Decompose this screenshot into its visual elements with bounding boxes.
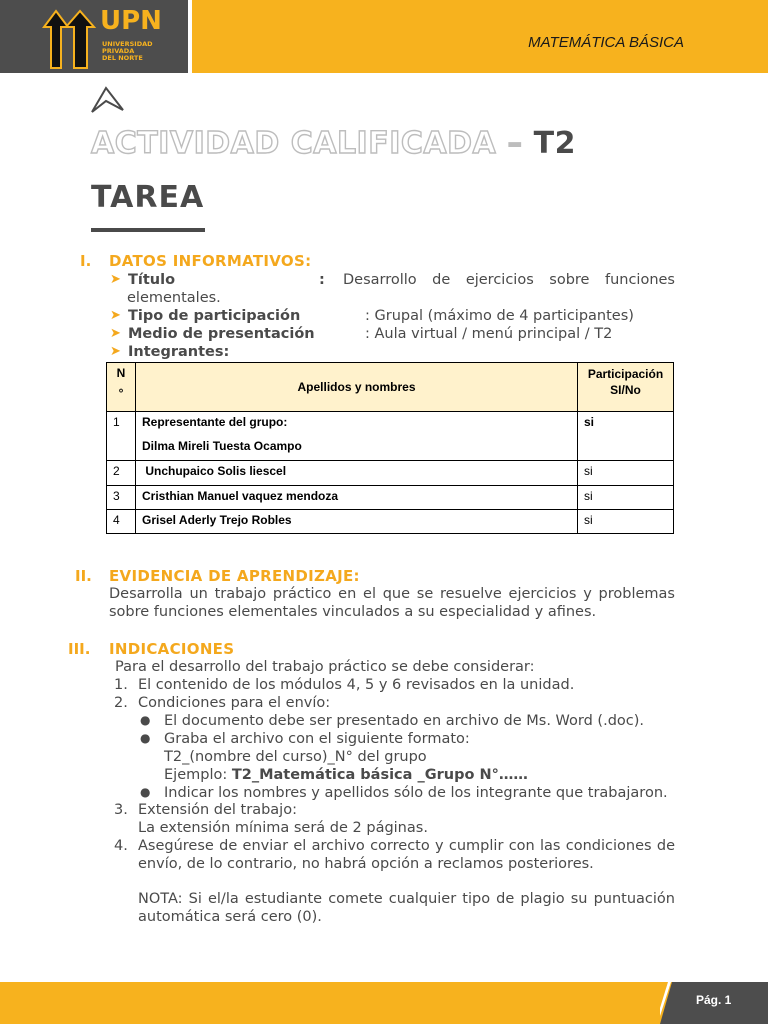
sub-list-item: El documento debe ser presentado en archivo de Ms. Word (.doc). [164,713,645,729]
section-title: EVIDENCIA DE APRENDIZAJE: [109,567,360,585]
cell-name: Grisel Aderly Trejo Robles [136,510,578,534]
section-number: III. [68,640,91,658]
cell-participation: si [578,486,674,510]
field-value-titulo-cont: elementales. [127,290,221,306]
section-number: II. [75,567,92,585]
cell-name: Unchupaico Solis liescel [136,461,578,486]
list-number: 2. [114,695,128,711]
field-label-tipo: Tipo de participación [128,308,301,324]
logo-sub-line: UNIVERSIDAD [102,40,153,48]
example-format: T2_Matemática básica _Grupo N°…… [231,767,528,783]
navigation-arrow-icon [90,86,126,114]
field-label-medio: Medio de presentación [128,326,315,342]
note-line: NOTA: Si el/la estudiante comete cualquier tipo de plagio su puntuación [138,891,675,907]
page-header [0,0,768,73]
header-name: Apellidos y nombres [136,363,578,412]
list-item: Extensión del trabajo: [138,802,297,818]
cell-no: 4 [107,510,136,534]
sub-list-item: Graba el archivo con el siguiente formato: [164,731,470,747]
activity-title-outline: ACTIVIDAD CALIFICADA [91,126,497,161]
section-title: DATOS INFORMATIVOS: [109,252,312,270]
table-header-row [107,363,674,412]
section-number: I. [80,252,92,270]
footer-slash-decoration [660,982,676,1024]
logo-subtext [102,41,153,62]
page-number: Pág. 1 [696,993,732,1007]
header-no [107,363,136,412]
field-value-tipo: : Grupal (máximo de 4 participantes) [365,308,634,324]
list-item-line: envío, de lo contrario, no habrá opción a reclamos posteriores. [138,856,594,872]
sub-list-item: Indicar los nombres y apellidos sólo de los integrante que trabajaron. [164,785,668,801]
bullet-dot-icon: ● [140,731,151,745]
logo-panel [0,0,188,73]
arrow-bullet-icon: ➤ [110,344,121,359]
activity-code: T2 [533,126,576,161]
activity-title [91,126,576,161]
sub-list-item-line [164,766,528,784]
cell-name [136,412,578,461]
members-table [106,362,674,534]
header-part-text: Participación [587,367,664,381]
logo-sub-line: DEL NORTE [102,54,143,62]
bullet-dot-icon: ● [140,713,151,727]
cell-no: 3 [107,486,136,510]
document-subtitle: TAREA [91,180,205,215]
example-prefix: Ejemplo: [164,767,232,783]
title-underline [91,228,205,232]
field-value-titulo: Desarrollo de ejercicios sobre funciones [343,272,675,288]
cell-participation: si [578,510,674,534]
note-line: automática será cero (0). [138,909,322,925]
header-participation [578,363,674,412]
list-number: 1. [114,677,128,693]
field-colon: : [319,272,325,288]
list-item: Asegúrese de enviar el archivo correcto y cumplir con las condiciones de [138,838,675,854]
bullet-dot-icon: ● [140,785,151,799]
section-title: INDICACIONES [109,640,235,658]
logo-sub-line: PRIVADA [102,47,135,55]
sub-list-item-line: T2_(nombre del curso)_N° del grupo [164,749,427,765]
list-item-line: La extensión mínima será de 2 páginas. [138,820,428,836]
arrow-bullet-icon: ➤ [110,308,121,323]
list-item: Condiciones para el envío: [138,695,331,711]
table-row [107,412,674,461]
list-number: 4. [114,838,128,854]
field-label-integrantes: Integrantes: [128,344,230,360]
title-dash: – [507,126,523,161]
logo-text: UPN [100,6,162,36]
header-no-symbol: ° [118,386,124,400]
header-part-text: SI/No [610,383,641,397]
cell-participation: si [578,412,674,461]
cell-participation: si [578,461,674,486]
cell-name: Cristhian Manuel vaquez mendoza [136,486,578,510]
cell-no: 1 [107,412,136,461]
list-number: 3. [114,802,128,818]
cell-no: 2 [107,461,136,486]
table-row [107,486,674,510]
header-no-text: N [116,366,126,380]
arrow-bullet-icon: ➤ [110,326,121,341]
indications-intro: Para el desarrollo del trabajo práctico se debe considerar: [115,659,535,675]
cell-name-line: Representante del grupo: [142,415,288,429]
cell-name-line: Dilma Mireli Tuesta Ocampo [142,439,302,453]
table-row [107,510,674,534]
table-row [107,461,674,486]
arrow-bullet-icon: ➤ [110,272,121,287]
field-value-medio: : Aula virtual / menú principal / T2 [365,326,613,342]
footer-band [0,982,768,1024]
paragraph-line: sobre funciones elementales vinculados a su especialidad y afines. [109,604,597,620]
course-title: MATEMÁTICA BÁSICA [528,34,684,51]
field-label-titulo: Título [128,272,176,288]
paragraph-line: Desarrolla un trabajo práctico en el que se resuelve ejercicios y problemas [109,586,675,602]
list-item: El contenido de los módulos 4, 5 y 6 revisados en la unidad. [138,677,575,693]
